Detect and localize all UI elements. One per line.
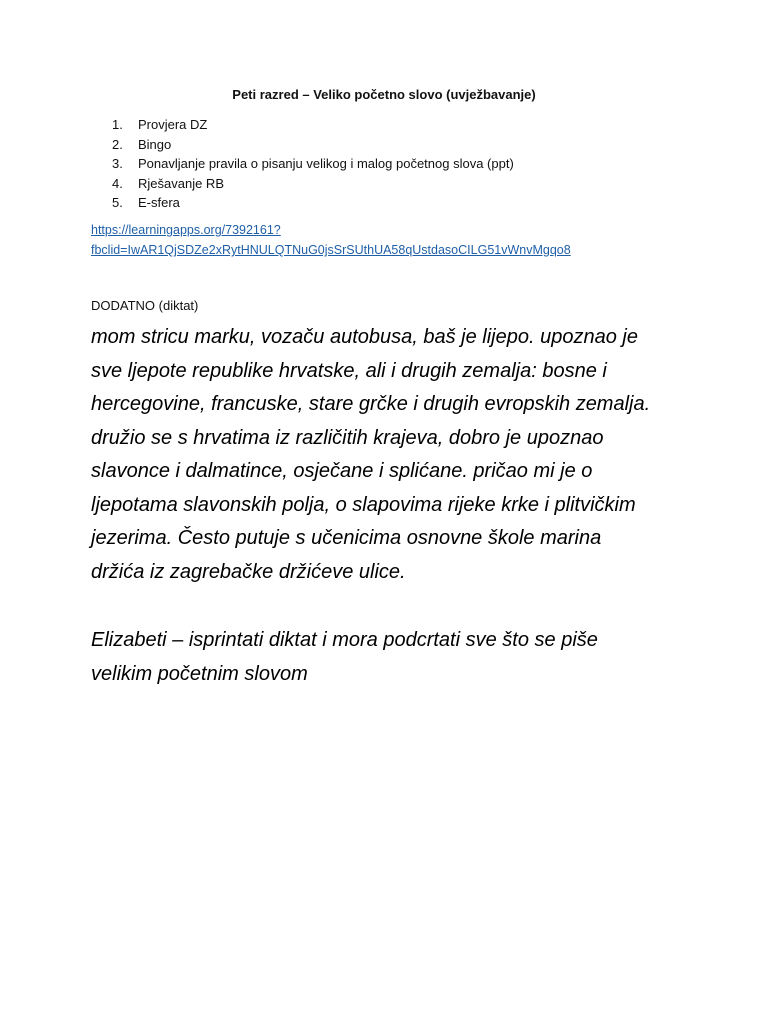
list-item-number: 5. — [112, 195, 123, 210]
teacher-note — [91, 623, 701, 691]
link-line-2: fbclid=IwAR1QjSDZe2xRytHNULQTNuG0jsSrSUthUA58qUstdasoCILG51vWnvMgqo8 — [91, 243, 571, 257]
list-item-number: 3. — [112, 156, 123, 171]
list-item-text: E-sfera — [138, 195, 180, 210]
list-item-text: Bingo — [138, 136, 172, 152]
dictation-line: jezerima. Često putuje s učenicima osnovne škole marina — [91, 527, 602, 549]
dictation-line: slavonce i dalmatince, osječane i splićane. pričao mi je o — [91, 460, 593, 482]
dictation-line: hercegovine, francuske, stare grčke i drugih evropskih zemalja. — [91, 393, 651, 415]
list-item-number: 4. — [112, 175, 123, 191]
dictation-line: sve ljepote republike hrvatske, ali i drugih zemalja: bosne i — [91, 359, 607, 382]
dictation-line: ljepotama slavonskih polja, o slapovima rijeke krke i plitvičkim — [91, 493, 636, 516]
note-line: velikim početnim slovom — [91, 663, 308, 685]
link-line-1: https://learningapps.org/7392161? — [91, 223, 281, 237]
list-item — [112, 154, 514, 174]
page-title: Peti razred – Veliko početno slovo (uvježbavanje) — [232, 87, 536, 102]
dictation-line: držića iz zagrebačke držićeve ulice. — [91, 560, 406, 583]
list-item-number: 2. — [112, 136, 123, 152]
learningapps-link[interactable] — [91, 220, 571, 260]
list-item — [112, 174, 514, 194]
lesson-plan-list — [112, 115, 514, 213]
extra-section-label: DODATNO (diktat) — [91, 298, 199, 313]
list-item-number: 1. — [112, 117, 123, 132]
dictation-line: mom stricu marku, vozaču autobusa, baš je lijepo. upoznao je — [91, 326, 638, 348]
dictation-line: družio se s hrvatima iz različitih krajeva, dobro je upoznao — [91, 426, 604, 449]
list-item — [112, 193, 514, 213]
dictation-text — [91, 321, 701, 589]
list-item-text: Rješavanje RB — [138, 175, 224, 191]
list-item — [112, 135, 514, 155]
list-item-text: Ponavljanje pravila o pisanju velikog i malog početnog slova (ppt) — [138, 156, 514, 171]
list-item — [112, 115, 514, 135]
note-line: Elizabeti – isprintati diktat i mora podcrtati sve što se piše — [91, 629, 598, 651]
list-item-text: Provjera DZ — [138, 117, 208, 132]
